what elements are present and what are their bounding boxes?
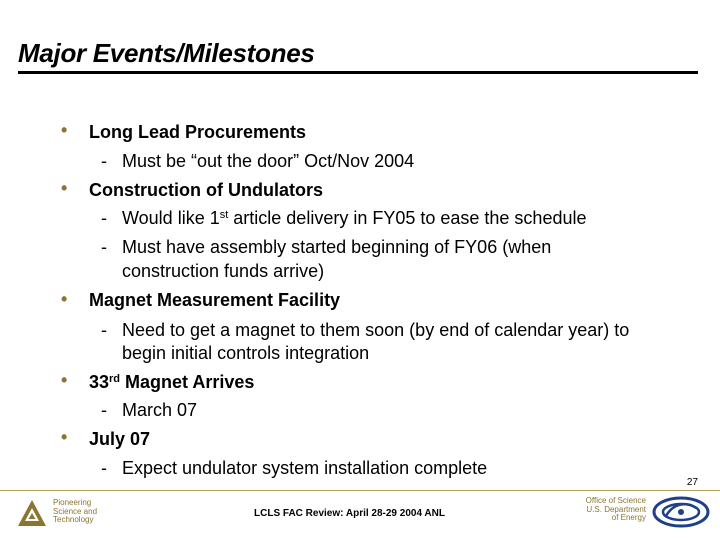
footer-divider [0, 490, 720, 491]
bullet-item-5: July 07 [89, 429, 151, 449]
bullet-icon: • [61, 178, 68, 198]
sub-item-continuation: begin initial controls integration [122, 343, 370, 363]
dash-icon: - [101, 458, 107, 478]
bullet-icon: • [61, 427, 68, 447]
sub-item: Would like 1st article delivery in FY05 to ease the schedule [122, 208, 587, 228]
bullet-icon: • [61, 289, 68, 309]
dash-icon: - [101, 151, 107, 171]
footer-right-text: Office of Science U.S. Department of Energy [585, 496, 646, 522]
dash-icon: - [101, 237, 107, 257]
sub-item: March 07 [122, 400, 198, 420]
slide-title: Major Events/Milestones [18, 38, 315, 68]
sub-item: Need to get a magnet to them soon (by end of calendar year) to [122, 320, 630, 340]
bullet-icon: • [61, 370, 68, 390]
sub-item: Must be “out the door” Oct/Nov 2004 [122, 151, 415, 171]
dash-icon: - [101, 320, 107, 340]
bullet-item-1: Long Lead Procurements [89, 122, 307, 142]
sub-item: Must have assembly started beginning of FY06 (when [122, 237, 552, 257]
sub-item: Expect undulator system installation complete [122, 458, 488, 478]
sub-item-continuation: construction funds arrive) [122, 261, 325, 281]
footer-left-text: Pioneering Science and Technology [53, 498, 98, 524]
footer-center-text: LCLS FAC Review: April 28-29 2004 ANL [254, 508, 445, 519]
page-number: 27 [686, 477, 698, 488]
bullet-item-3: Magnet Measurement Facility [89, 290, 341, 310]
bullet-icon: • [61, 120, 68, 140]
dash-icon: - [101, 400, 107, 420]
bullet-item-2: Construction of Undulators [89, 180, 323, 200]
dash-icon: - [101, 208, 107, 228]
bullet-item-4: 33rd Magnet Arrives [89, 372, 255, 392]
argonne-logo-icon [17, 499, 47, 527]
doe-seal-icon [652, 496, 710, 528]
